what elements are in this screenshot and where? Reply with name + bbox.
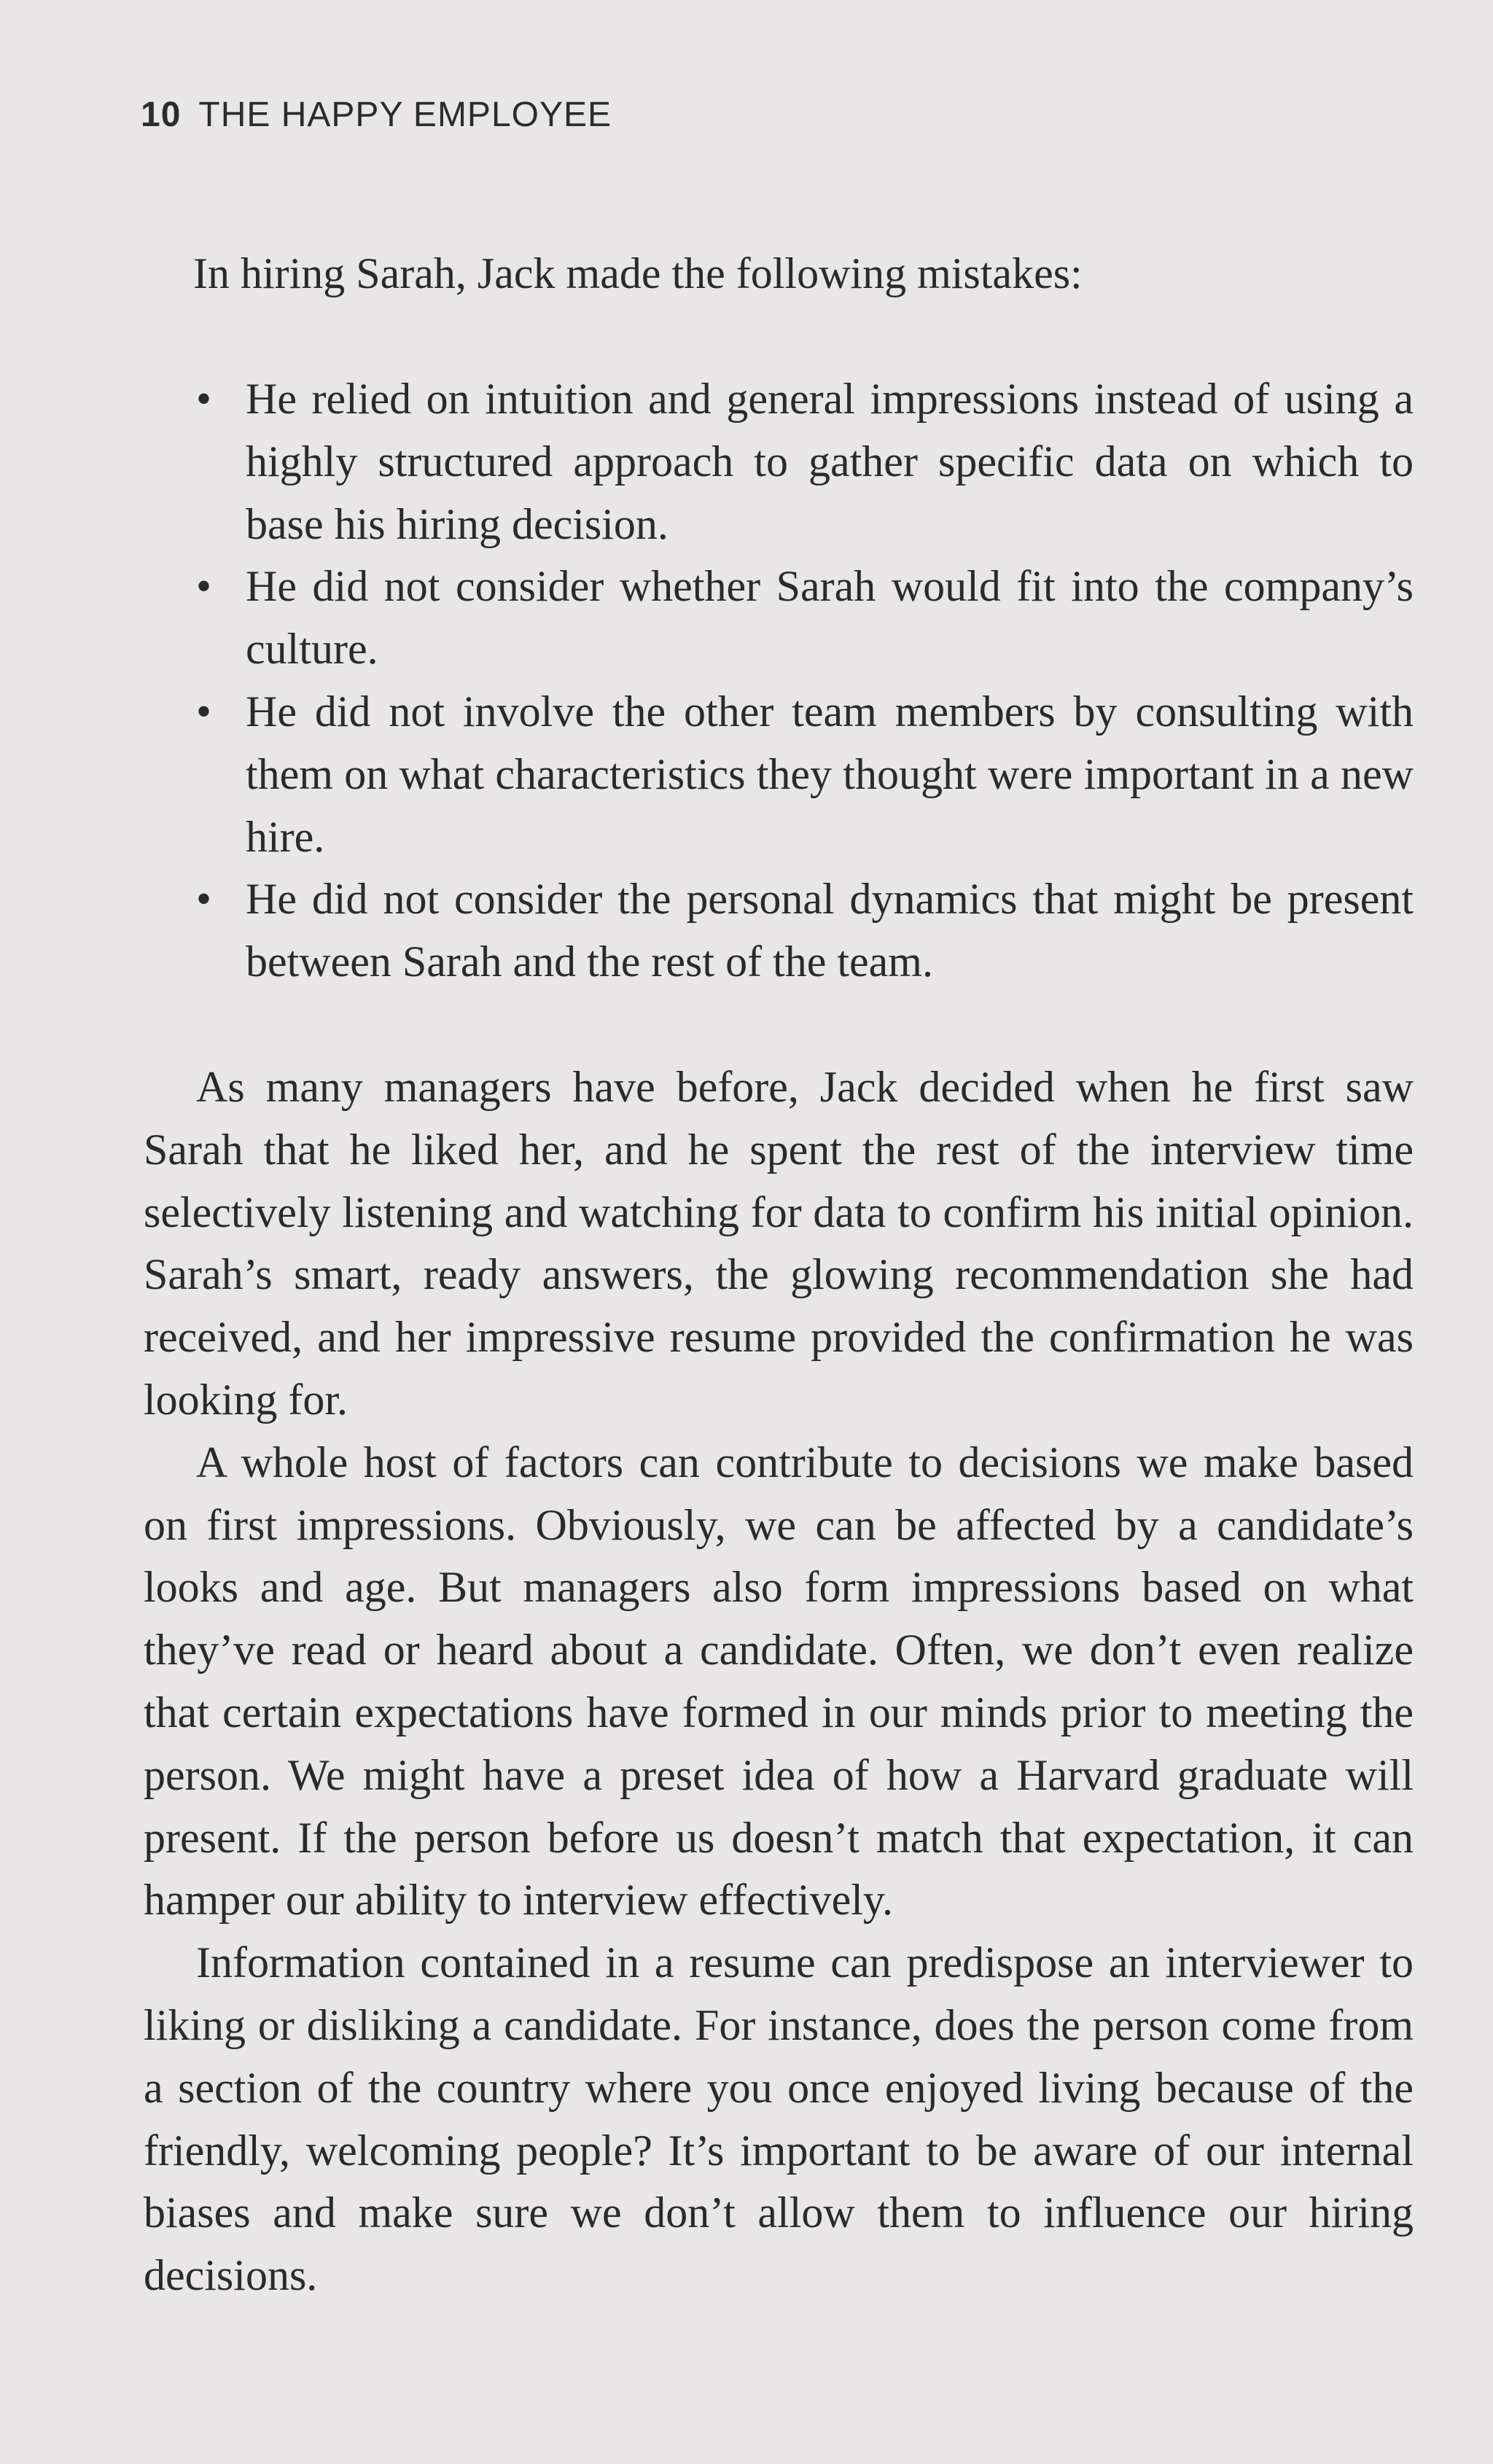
list-item-text: He relied on intuition and general impressions instead of using a highly structured approach to gather specific data on which to base his hiring decision. <box>246 375 1414 548</box>
paragraph: As many managers have before, Jack decided when he first saw Sarah that he liked her, and he spent the rest of the interview time selectively listening and watching for data to confirm his initial opinion. Sarah’s smart, ready answers, the glowing recommendation she had received, and her impressive resume provided the confirmation he was looking for. <box>144 1063 1414 1424</box>
list-item-text: He did not consider the personal dynamics that might be present between Sarah and the rest of the team. <box>246 875 1414 986</box>
body-paragraphs <box>144 1056 1414 2307</box>
list-item-text: He did not involve the other team members by consulting with them on what characteristics they thought were important in a new hire. <box>246 687 1414 861</box>
bullet-icon: • <box>196 687 212 736</box>
paragraph: Information contained in a resume can predispose an interviewer to liking or disliking a candidate. For instance, does the person come from a section of the country where you once enjoyed living because of the friendly, welcoming people? It’s important to be aware of our internal biases and make sure we don’t allow them to influence our hiring decisions. <box>144 1938 1414 2300</box>
running-title: THE HAPPY EMPLOYEE <box>198 95 612 134</box>
paragraph: A whole host of factors can contribute to decisions we make based on first impressions. Obviously, we can be affected by a candidate’s looks and age. But managers also form impressions based on what they’ve read or heard about a candidate. Often, we don’t even realize that certain expectations have formed in our minds prior to meeting the person. We might have a preset idea of how a Harvard graduate will present. If the person before us doesn’t match that expectation, it can hamper our ability to interview effectively. <box>144 1438 1414 1925</box>
list-item-text: He did not consider whether Sarah would fit into the company’s culture. <box>246 562 1414 674</box>
bullet-icon: • <box>196 375 212 423</box>
mistakes-list <box>193 368 1414 994</box>
intro-sentence: In hiring Sarah, Jack made the following mistakes: <box>193 249 1083 297</box>
list-item <box>193 555 1414 681</box>
list-item <box>193 868 1414 994</box>
list-item <box>193 368 1414 555</box>
list-item <box>193 681 1414 868</box>
running-header <box>141 95 612 135</box>
bullet-icon: • <box>196 875 212 924</box>
page-number: 10 <box>141 95 182 134</box>
bullet-icon: • <box>196 562 212 611</box>
